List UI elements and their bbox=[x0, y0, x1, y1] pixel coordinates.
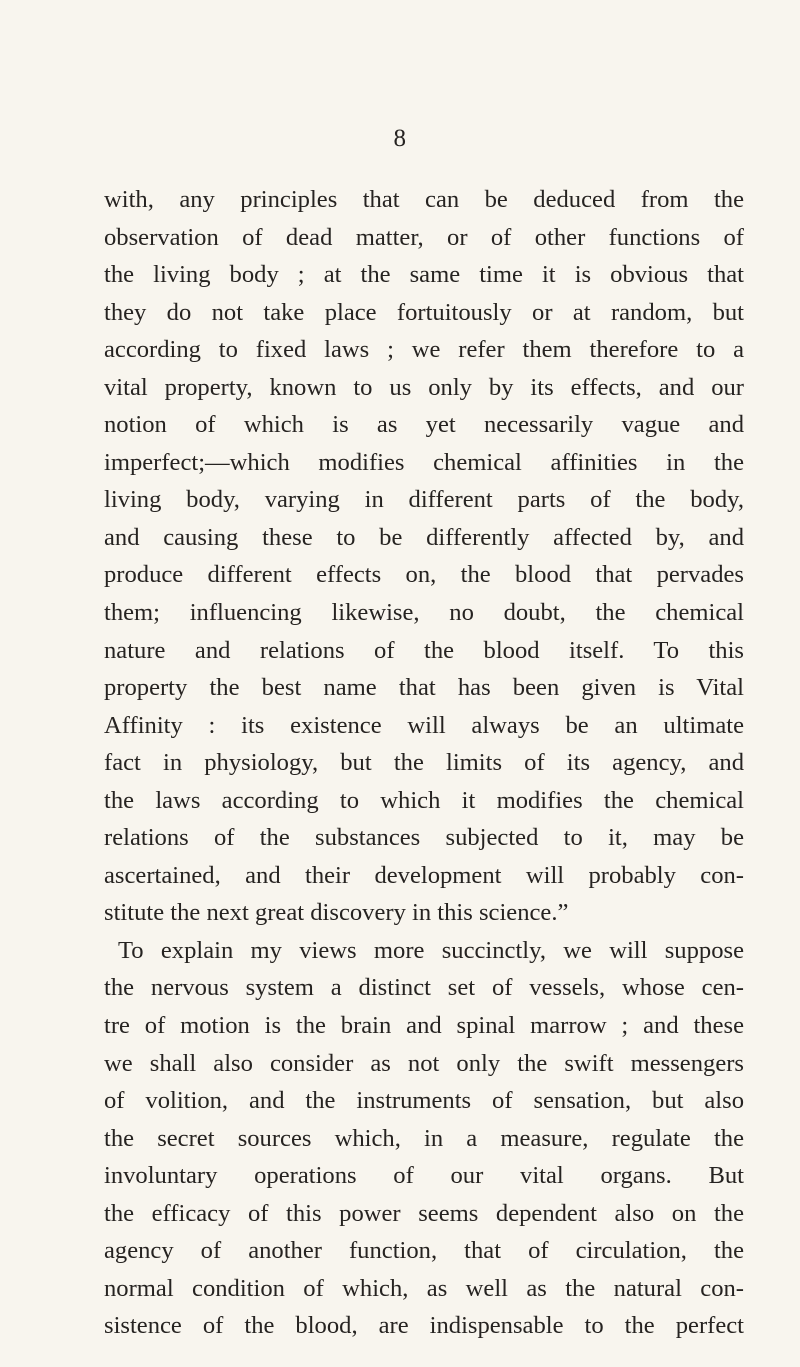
text-line: produce different effects on, the blood that pervades bbox=[104, 561, 744, 589]
text-line: sistence of the blood, are indispensable to the perfect bbox=[104, 1312, 744, 1340]
text-line: fact in physiology, but the limits of its agency, and bbox=[104, 749, 744, 777]
page-number: 8 bbox=[393, 125, 407, 152]
text-line: the laws according to which it modifies the chemical bbox=[104, 786, 744, 814]
text-line: notion of which is as yet necessarily vague and bbox=[104, 411, 744, 439]
text-line: Affinity : its existence will always be an ultimate bbox=[104, 711, 744, 739]
text-line: ascertained, and their development will probably con- bbox=[104, 861, 744, 889]
text-line: them; influencing likewise, no doubt, the chemical bbox=[104, 599, 744, 627]
text-line: normal condition of which, as well as the natural con- bbox=[104, 1274, 744, 1302]
text-line: relations of the substances subjected to it, may be bbox=[104, 824, 744, 852]
text-line: tre of motion is the brain and spinal marrow ; and these bbox=[104, 1012, 744, 1040]
text-line: involuntary operations of our vital organs. But bbox=[104, 1162, 744, 1190]
body-text bbox=[104, 181, 744, 1345]
text-line: they do not take place fortuitously or at random, but bbox=[104, 298, 744, 326]
text-line: we shall also consider as not only the swift messengers bbox=[104, 1049, 744, 1077]
text-line: according to fixed laws ; we refer them therefore to a bbox=[104, 336, 744, 364]
text-line: the living body ; at the same time it is obvious that bbox=[104, 261, 744, 289]
text-line: and causing these to be differently affected by, and bbox=[104, 523, 744, 551]
text-line: with, any principles that can be deduced from the bbox=[104, 186, 744, 213]
text-line: the secret sources which, in a measure, regulate the bbox=[104, 1124, 744, 1152]
text-line: imperfect;—which modifies chemical affinities in the bbox=[104, 448, 744, 476]
text-line: property the best name that has been given is Vital bbox=[104, 674, 744, 702]
text-line: vital property, known to us only by its effects, and our bbox=[104, 373, 744, 401]
text-line: the efficacy of this power seems dependent also on the bbox=[104, 1199, 744, 1227]
text-line: agency of another function, that of circulation, the bbox=[104, 1237, 744, 1265]
text-line: living body, varying in different parts of the body, bbox=[104, 486, 744, 514]
text-line: stitute the next great discovery in this science.” bbox=[104, 899, 569, 927]
text-line: To explain my views more succinctly, we will suppose bbox=[118, 936, 744, 964]
text-line: nature and relations of the blood itself. To this bbox=[104, 636, 744, 664]
text-line: the nervous system a distinct set of vessels, whose cen- bbox=[104, 974, 744, 1002]
text-line: of volition, and the instruments of sensation, but also bbox=[104, 1087, 744, 1115]
text-line: observation of dead matter, or of other functions of bbox=[104, 223, 744, 251]
